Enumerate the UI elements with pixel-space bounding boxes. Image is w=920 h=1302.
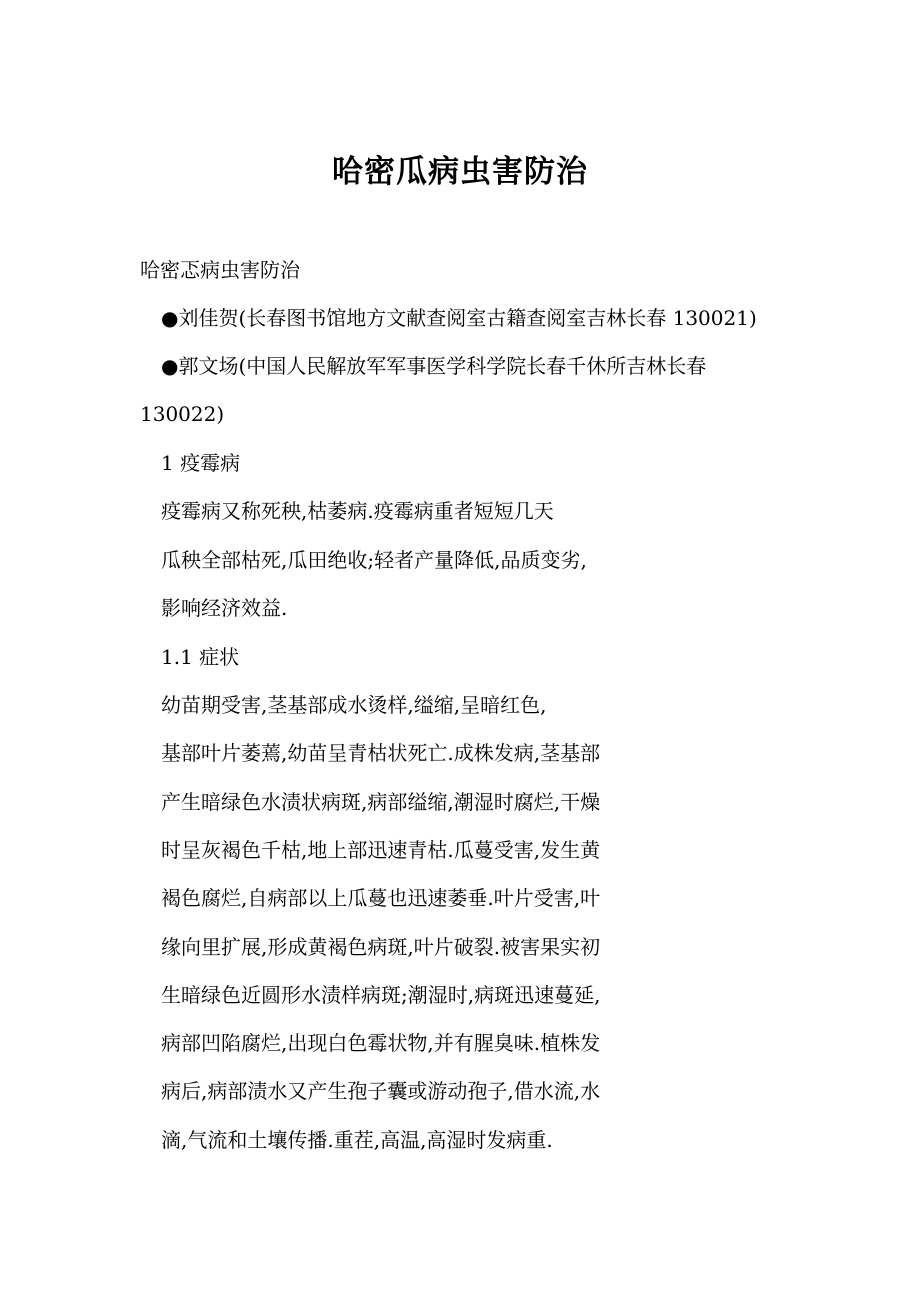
paragraph-line: 疫霉病又称死秧,枯萎病.疫霉病重者短短几天 [161,499,554,523]
author-line-2-continued: 130022) [140,402,225,426]
paragraph-line: 病后,病部渍水又产生孢子囊或游动孢子,借水流,水 [161,1079,601,1103]
paragraph-line: 褐色腐烂,自病部以上瓜蔓也迅速萎垂.叶片受害,叶 [161,886,601,910]
paragraph-line: 时呈灰褐色千枯,地上部迅速青枯.瓜蔓受害,发生黄 [161,838,601,862]
paragraph-line: 影响经济效益. [161,596,288,620]
paragraph-line: 产生暗绿色水渍状病斑,病部缢缩,潮湿时腐烂,干燥 [161,790,601,814]
paragraph-line: 瓜秧全部枯死,瓜田绝收;轻者产量降低,品质变劣, [161,548,587,572]
document-subtitle: 哈密忑病虫害防治 [140,258,300,282]
section-heading: 1 疫霉病 [161,451,241,475]
subsection-heading: 1.1 症状 [161,645,240,669]
author-line-1: ●刘佳贺(长春图书馆地方文献查阅室古籍查阅室吉林长春 130021) [161,306,757,330]
paragraph-line: 基部叶片萎蔫,幼苗呈青枯状死亡.成株发病,茎基部 [161,741,601,765]
author-line-2: ●郭文场(中国人民解放军军事医学科学院长春千休所吉林长春 [161,354,707,378]
paragraph-line: 病部凹陷腐烂,出现白色霉状物,并有腥臭味.植株发 [161,1031,601,1055]
paragraph-line: 滴,气流和土壤传播.重茬,高温,高湿时发病重. [161,1128,553,1152]
paragraph-line: 生暗绿色近圆形水渍样病斑;潮湿时,病斑迅速蔓延, [161,983,601,1007]
paragraph-line: 幼苗期受害,茎基部成水烫样,缢缩,呈暗红色, [161,693,547,717]
paragraph-line: 缘向里扩展,形成黄褐色病斑,叶片破裂.被害果实初 [161,935,601,959]
document-title: 哈密瓜病虫害防治 [332,154,588,190]
